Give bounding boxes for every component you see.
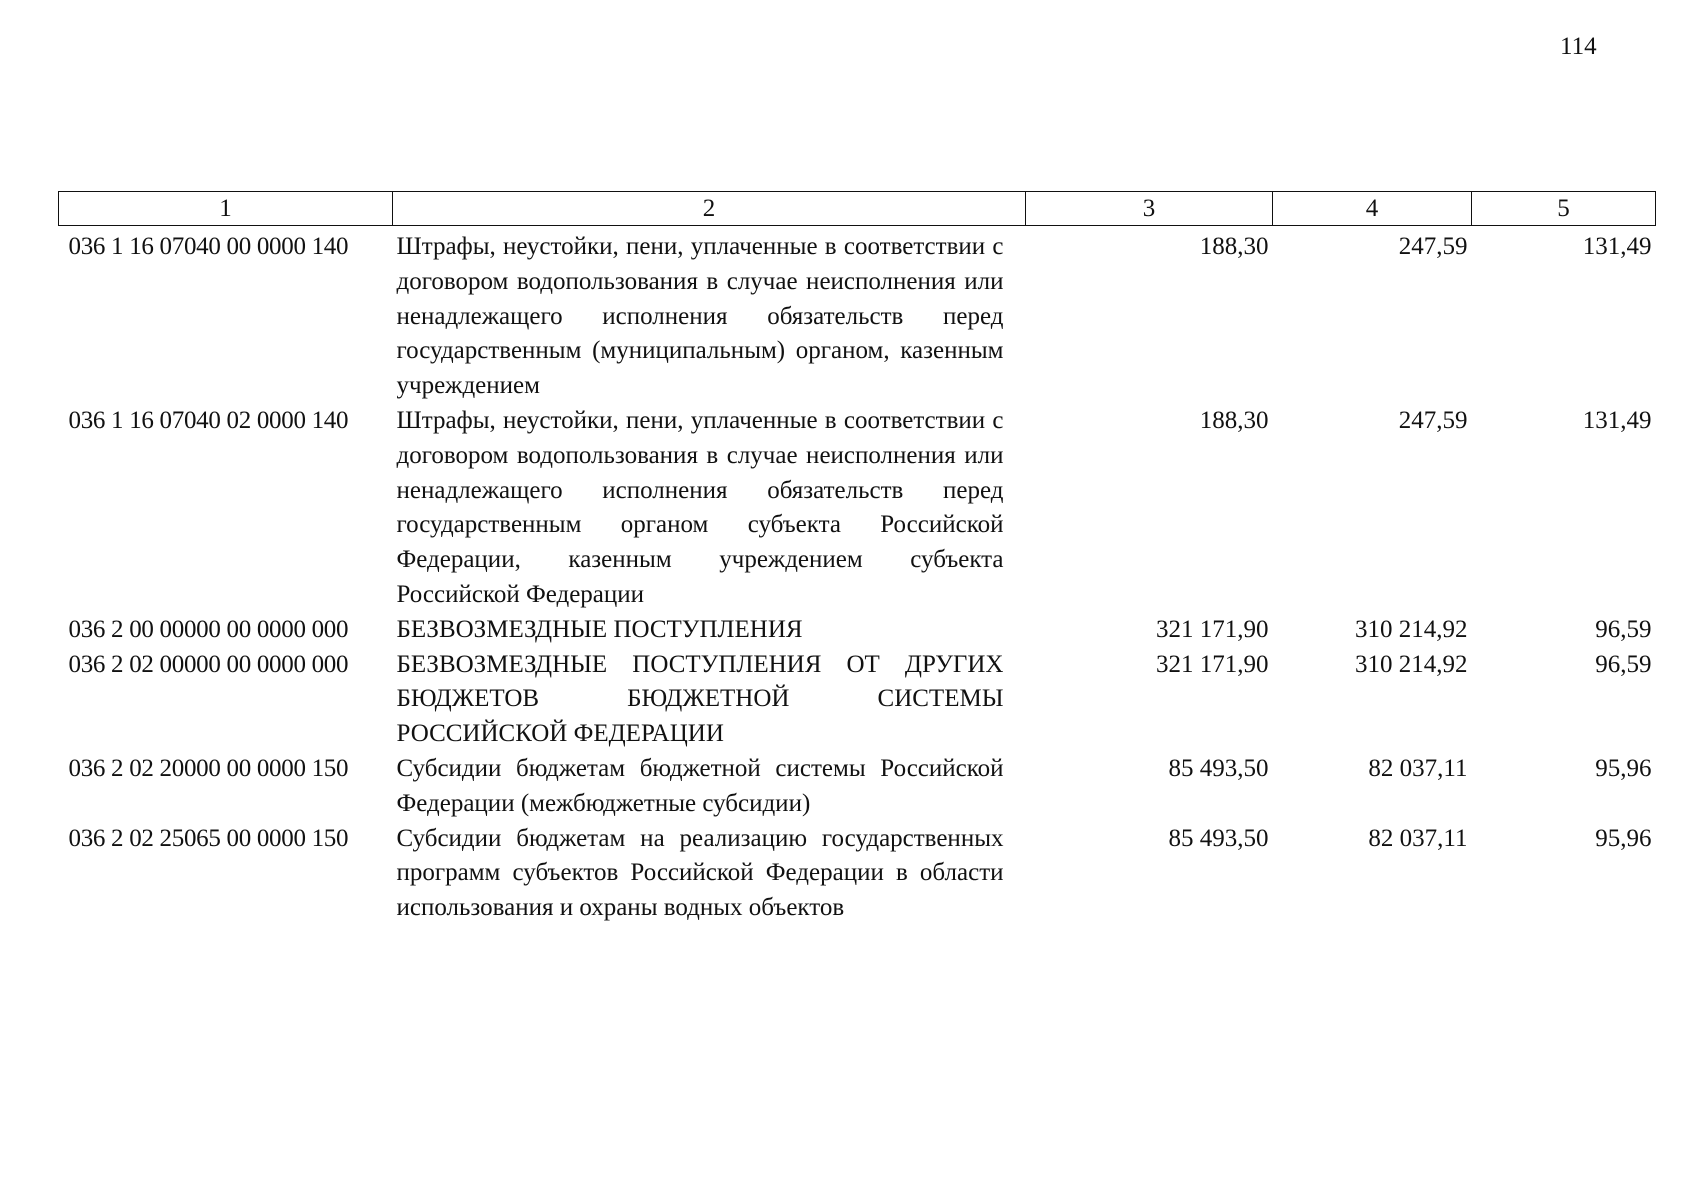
- value-column-3: 188,30: [1199, 233, 1269, 260]
- revenue-name: Штрафы, неустойки, пени, уплаченные в соответствии с договором водопользования в случае неисполнения или ненадлежащего исполнения обязательств перед государственным органом субъекта Российской Федерации, казенным учреждением субъекта Российской Федерации: [396, 406, 1004, 608]
- table-body: [59, 226, 1656, 926]
- value-column-5: 95,96: [1595, 824, 1652, 852]
- value-column-3: 188,30: [1199, 406, 1269, 434]
- revenue-name: Субсидии бюджетам на реализацию государственных программ субъектов Российской Федерации в области использования и охраны водных объектов: [396, 824, 1004, 922]
- page-number: 114: [1560, 33, 1597, 60]
- value-column-4: 310 214,92: [1355, 650, 1468, 678]
- value-column-5: 96,59: [1595, 650, 1652, 678]
- value-column-4: 82 037,11: [1368, 754, 1468, 782]
- revenue-name: БЕЗВОЗМЕЗДНЫЕ ПОСТУПЛЕНИЯ ОТ ДРУГИХ БЮДЖЕТОВ БЮДЖЕТНОЙ СИСТЕМЫ РОССИЙСКОЙ ФЕДЕРАЦИИ: [396, 650, 1004, 748]
- value-column-4: 247,59: [1398, 406, 1468, 434]
- column-number-row: [59, 192, 1656, 226]
- value-column-3: 85 493,50: [1168, 824, 1269, 852]
- column-header-4: 4: [1273, 192, 1472, 226]
- budget-revenue-table: [58, 191, 1656, 926]
- budget-classification-code: 036 1 16 07040 00 0000 140: [68, 233, 349, 260]
- table-row: [59, 613, 1656, 648]
- column-header-5: 5: [1472, 192, 1656, 226]
- budget-classification-code: 036 2 02 20000 00 0000 150: [68, 754, 349, 782]
- table-row: [59, 404, 1656, 613]
- revenue-name: Штрафы, неустойки, пени, уплаченные в соответствии с договором водопользования в случае неисполнения или ненадлежащего исполнения обязательств перед государственным (муниципальным) органом, казенным учреждением: [396, 233, 1004, 400]
- budget-classification-code: 036 2 00 00000 00 0000 000: [68, 615, 349, 643]
- budget-classification-code: 036 2 02 25065 00 0000 150: [68, 824, 349, 852]
- value-column-4: 310 214,92: [1355, 615, 1468, 643]
- table-header: [59, 192, 1656, 226]
- revenue-name: Субсидии бюджетам бюджетной системы Российской Федерации (межбюджетные субсидии): [396, 754, 1004, 817]
- revenue-name: БЕЗВОЗМЕЗДНЫЕ ПОСТУПЛЕНИЯ: [396, 615, 803, 643]
- value-column-5: 131,49: [1582, 233, 1652, 260]
- value-column-3: 321 171,90: [1156, 615, 1269, 643]
- value-column-3: 85 493,50: [1168, 754, 1269, 782]
- table-row: [59, 752, 1656, 822]
- budget-classification-code: 036 2 02 00000 00 0000 000: [68, 650, 349, 678]
- value-column-4: 82 037,11: [1368, 824, 1468, 852]
- value-column-5: 95,96: [1595, 754, 1652, 782]
- value-column-5: 131,49: [1582, 406, 1652, 434]
- column-header-2: 2: [393, 192, 1026, 226]
- table-row: [59, 648, 1656, 752]
- value-column-3: 321 171,90: [1156, 650, 1269, 678]
- value-column-5: 96,59: [1595, 615, 1652, 643]
- table-row: [59, 822, 1656, 926]
- column-header-1: 1: [59, 192, 393, 226]
- budget-classification-code: 036 1 16 07040 02 0000 140: [68, 406, 349, 434]
- column-header-3: 3: [1026, 192, 1273, 226]
- table-row: [59, 226, 1656, 404]
- value-column-4: 247,59: [1398, 233, 1468, 260]
